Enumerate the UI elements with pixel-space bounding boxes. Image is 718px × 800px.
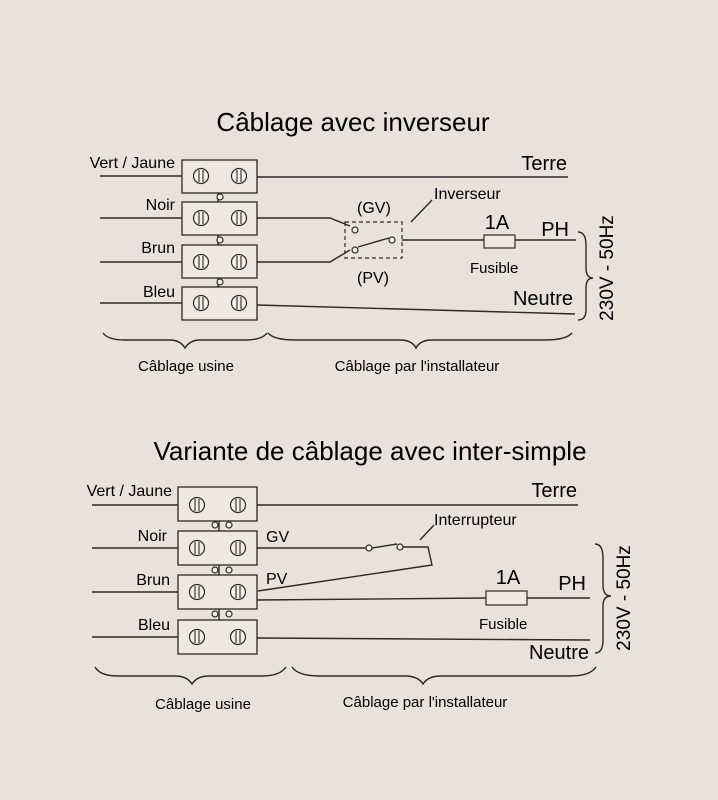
voltage-label-2: 230V - 50Hz — [614, 545, 635, 651]
pv-label-2: PV — [266, 571, 288, 588]
fuse-rating-1: 1A — [484, 212, 510, 234]
inverseur-label: Inverseur — [434, 186, 501, 203]
wire-label-brun-2: Brun — [136, 572, 170, 589]
voltage-label-1: 230V - 50Hz — [597, 215, 618, 321]
gv-label-1: (GV) — [357, 200, 391, 217]
fuse-2 — [486, 591, 527, 605]
wire-label-bleu-2: Bleu — [137, 617, 170, 634]
neutre-label-2: Neutre — [528, 642, 589, 664]
diagram-2-title: Variante de câblage avec inter-simple — [153, 436, 587, 466]
ph-label-2: PH — [558, 573, 586, 595]
fusible-label-1: Fusible — [470, 260, 519, 277]
wire-label-noir-2: Noir — [137, 528, 167, 545]
wire-label-noir: Noir — [145, 197, 175, 214]
fuse-rating-2: 1A — [495, 567, 521, 589]
installer-wiring-label-1: Câblage par l'installateur — [334, 358, 500, 375]
gv-label-2: GV — [266, 529, 290, 546]
factory-wiring-label-1: Câblage usine — [138, 358, 234, 375]
factory-wiring-label-2: Câblage usine — [155, 696, 251, 713]
neutre-label-1: Neutre — [512, 288, 573, 310]
installer-wiring-label-2: Câblage par l'installateur — [342, 694, 508, 711]
wire-label-vert-jaune-2: Vert / Jaune — [86, 483, 172, 500]
fusible-label-2: Fusible — [479, 616, 528, 633]
terre-label-1: Terre — [521, 153, 567, 175]
terre-label-2: Terre — [531, 480, 577, 502]
wire-label-brun: Brun — [141, 240, 175, 257]
wire-label-vert-jaune: Vert / Jaune — [89, 155, 175, 172]
ph-label-1: PH — [541, 219, 569, 241]
interrupteur-label: Interrupteur — [434, 512, 517, 529]
pv-label-1: (PV) — [357, 270, 389, 287]
diagram-1-title: Câblage avec inverseur — [216, 107, 490, 137]
wire-label-bleu: Bleu — [142, 284, 175, 301]
fuse-1 — [484, 235, 515, 248]
